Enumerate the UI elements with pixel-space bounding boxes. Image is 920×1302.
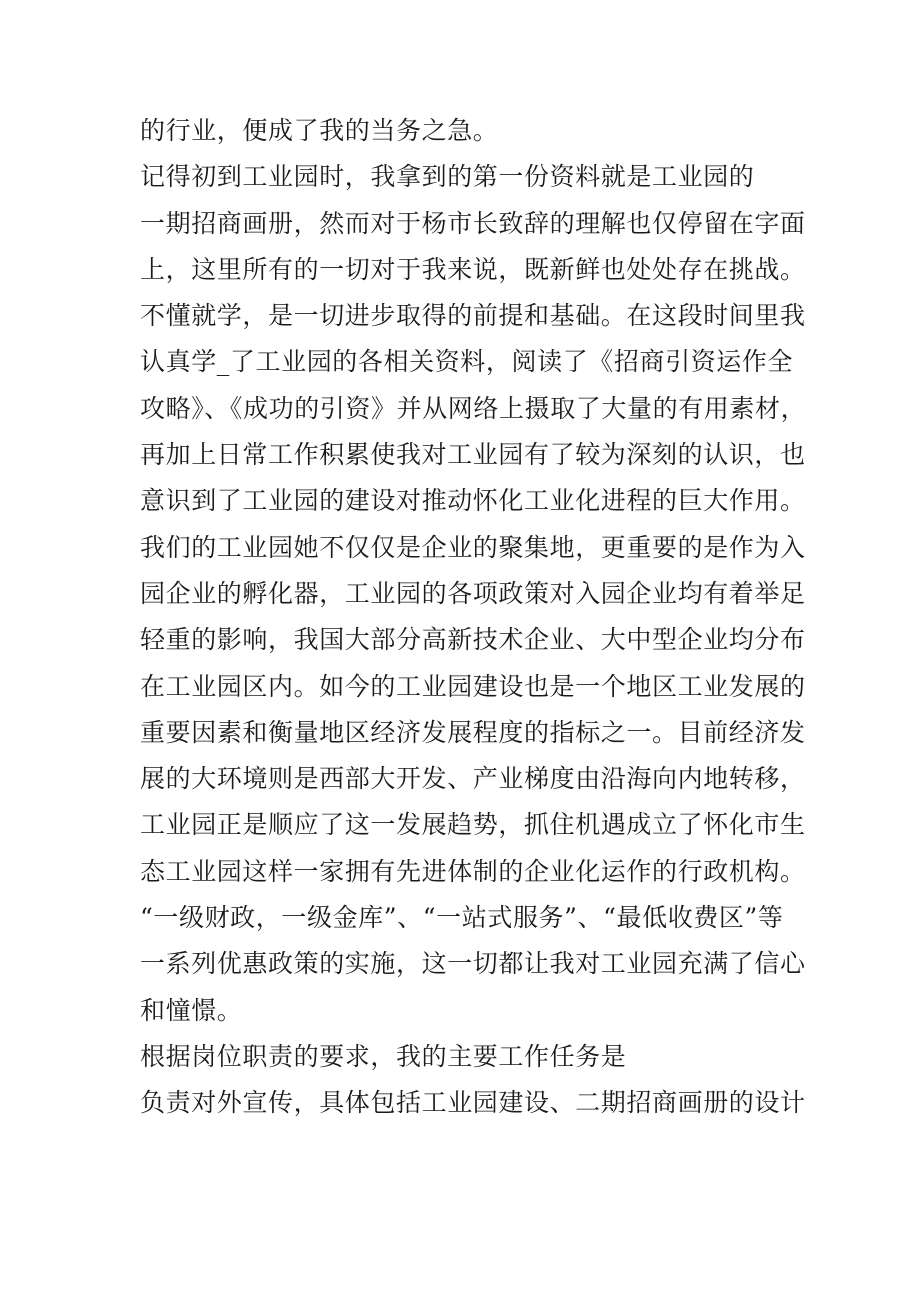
text-line-10: 我们的工业园她不仅仅是企业的聚集地，更重要的是作为入 <box>140 532 806 562</box>
text-line-21: 根据岗位职责的要求，我的主要工作任务是 <box>140 1041 627 1071</box>
text-line-14: 重要因素和衡量地区经济发展程度的指标之一。目前经济发 <box>140 717 806 747</box>
text-line-7: 攻略》、《成功的引资》并从网络上摄取了大量的有用素材， <box>140 393 807 423</box>
text-line-4: 上，这里所有的一切对于我来说，既新鲜也处处存在挑战。 <box>140 254 806 284</box>
text-line-17: 态工业园这样一家拥有先进体制的企业化运作的行政机构。 <box>140 856 806 886</box>
text-line-13: 在工业园区内。如今的工业园建设也是一个地区工业发展的 <box>140 671 806 701</box>
text-line-6: 认真学_了工业园的各相关资料，阅读了《招商引资运作全 <box>140 347 794 377</box>
text-line-3: 一期招商画册，然而对于杨市长致辞的理解也仅停留在字面 <box>140 208 806 238</box>
text-line-2: 记得初到工业园时，我拿到的第一份资料就是工业园的 <box>140 162 755 192</box>
text-line-18: “一级财政，一级金库”、“一站式服务”、“最低收费区”等 <box>140 903 784 933</box>
text-line-11: 园企业的孵化器，工业园的各项政策对入园企业均有着举足 <box>140 578 806 608</box>
text-line-19: 一系列优惠政策的实施，这一切都让我对工业园充满了信心 <box>140 949 806 979</box>
text-line-9: 意识到了工业园的建设对推动怀化工业化进程的巨大作用。 <box>140 486 806 516</box>
body-text <box>140 108 807 1127</box>
text-line-20: 和憧憬。 <box>140 995 243 1025</box>
text-line-5: 不懂就学，是一切进步取得的前提和基础。在这段时间里我 <box>140 301 806 331</box>
text-line-16: 工业园正是顺应了这一发展趋势，抓住机遇成立了怀化市生 <box>140 810 806 840</box>
text-line-8: 再加上日常工作积累使我对工业园有了较为深刻的认识，也 <box>140 440 806 470</box>
text-line-22: 负责对外宣传，具体包括工业园建设、二期招商画册的设计 <box>140 1088 806 1118</box>
text-line-12: 轻重的影响，我国大部分高新技术企业、大中型企业均分布 <box>140 625 806 655</box>
text-line-1: 的行业，便成了我的当务之急。 <box>140 116 499 145</box>
text-line-15: 展的大环境则是西部大开发、产业梯度由沿海向内地转移， <box>140 764 806 794</box>
